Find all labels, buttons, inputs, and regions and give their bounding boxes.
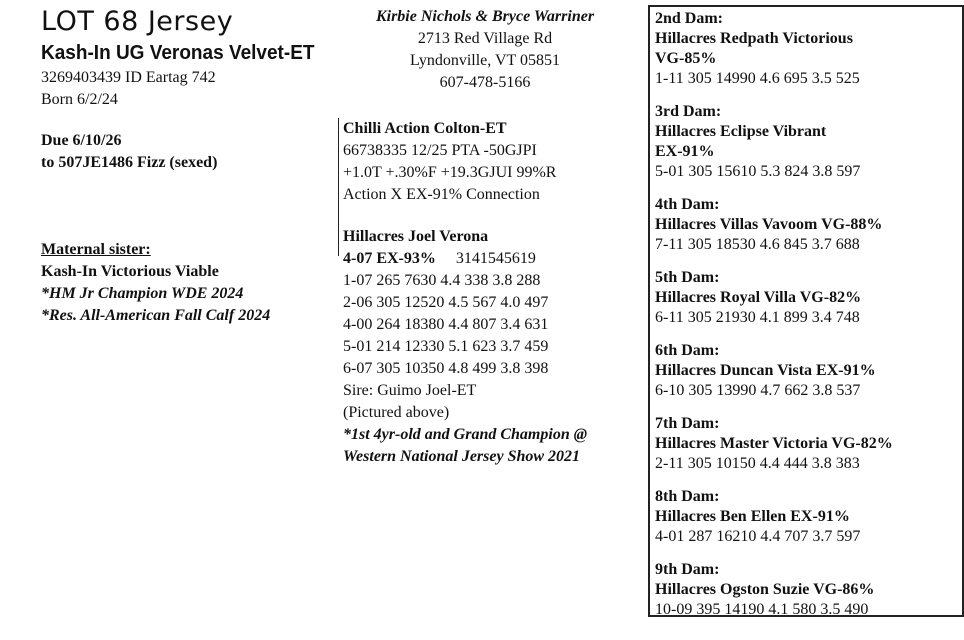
pedigree-label: 6th Dam: <box>655 342 720 359</box>
dam-record: 6-07 305 10350 4.8 499 3.8 398 <box>343 360 549 377</box>
sister-award-1: *HM Jr Champion WDE 2024 <box>41 285 244 302</box>
pedigree-record: 10-09 395 14190 4.1 580 3.5 490 <box>655 601 869 618</box>
pedigree-name: Hillacres Eclipse Vibrant <box>655 123 827 140</box>
pedigree-record: 4-01 287 16210 4.4 707 3.7 597 <box>655 528 861 545</box>
pedigree-name: Hillacres Redpath Victorious <box>655 30 853 47</box>
pedigree-label: 2nd Dam: <box>655 10 724 27</box>
maternal-sister-name: Kash-In Victorious Viable <box>41 263 219 280</box>
animal-ids: 3269403439 ID Eartag 742 <box>41 69 216 86</box>
maternal-sister-heading: Maternal sister: <box>41 241 151 258</box>
pedigree-score: VG-85% <box>655 50 717 67</box>
pedigree-entry <box>655 414 893 474</box>
dam-record: 2-06 305 12520 4.5 567 4.0 497 <box>343 294 549 311</box>
pedigree-name: Hillacres Duncan Vista EX-91% <box>655 362 876 379</box>
pedigree-label: 7th Dam: <box>655 415 720 432</box>
service-sire: to 507JE1486 Fizz (sexed) <box>41 154 218 171</box>
pedigree-label: 3rd Dam: <box>655 103 722 120</box>
dam-class-line <box>343 248 643 270</box>
consignor-city: Lyndonville, VT 05851 <box>409 52 561 69</box>
consignor-contact <box>340 6 630 94</box>
pedigree-label: 4th Dam: <box>655 196 720 213</box>
sire-line-2: +1.0T +.30%F +19.3GJUI 99%R <box>343 164 557 181</box>
due-date: Due 6/10/26 <box>41 132 122 149</box>
pedigree-name: Hillacres Master Victoria VG-82% <box>655 435 893 452</box>
birth-date: Born 6/2/24 <box>41 91 118 108</box>
pedigree-name: Hillacres Ogston Suzie VG-86% <box>655 581 875 598</box>
consignor-names: Kirbie Nichols & Bryce Warriner <box>375 8 595 25</box>
sister-award-2: *Res. All-American Fall Calf 2024 <box>41 307 271 324</box>
sire-line-1: 66738335 12/25 PTA -50GJPI <box>343 142 537 159</box>
pedigree-record: 6-10 305 13990 4.7 662 3.8 537 <box>655 382 861 399</box>
dam-record: 1-07 265 7630 4.4 338 3.8 288 <box>343 272 541 289</box>
pedigree-score: EX-91% <box>655 143 715 160</box>
pedigree-name: Hillacres Villas Vavoom VG-88% <box>655 216 883 233</box>
dam-pictured-note: (Pictured above) <box>343 404 450 421</box>
sire-line-3: Action X EX-91% Connection <box>343 186 540 203</box>
pedigree-name: Hillacres Royal Villa VG-82% <box>655 289 862 306</box>
dam-award-2: Western National Jersey Show 2021 <box>343 448 581 465</box>
consignor-street: 2713 Red Village Rd <box>417 30 553 47</box>
pedigree-label: 9th Dam: <box>655 561 720 578</box>
lot-title: LOT 68 Jersey <box>41 6 234 37</box>
pedigree-entry <box>655 195 882 255</box>
dam-award-1: *1st 4yr-old and Grand Champion @ <box>343 426 588 443</box>
animal-name: Kash-In UG Veronas Velvet-ET <box>41 42 315 64</box>
pedigree-entry <box>655 268 861 328</box>
pedigree-record: 5-01 305 15610 5.3 824 3.8 597 <box>655 163 861 180</box>
dam-name: Hillacres Joel Verona <box>343 228 489 245</box>
dam-sire: Sire: Guimo Joel-ET <box>343 382 477 399</box>
pedigree-name: Hillacres Ben Ellen EX-91% <box>655 508 850 525</box>
pedigree-label: 8th Dam: <box>655 488 720 505</box>
pedigree-entry <box>655 102 860 182</box>
dam-record: 4-00 264 18380 4.4 807 3.4 631 <box>343 316 549 333</box>
consignor-phone: 607-478-5166 <box>439 74 531 91</box>
dam-record: 5-01 214 12330 5.1 623 3.7 459 <box>343 338 549 355</box>
pedigree-entry <box>655 560 874 620</box>
pedigree-record: 2-11 305 10150 4.4 444 3.8 383 <box>655 455 860 472</box>
pedigree-label: 5th Dam: <box>655 269 720 286</box>
dam-block <box>343 226 643 468</box>
dam-classification: 4-07 EX-93% <box>343 250 436 267</box>
dam-registration: 3141545619 <box>455 250 536 267</box>
pedigree-entry <box>655 9 860 89</box>
pedigree-entry <box>655 487 860 547</box>
sire-name: Chilli Action Colton-ET <box>343 120 507 137</box>
pedigree-record: 1-11 305 14990 4.6 695 3.5 525 <box>655 70 860 87</box>
pedigree-record: 7-11 305 18530 4.6 845 3.7 688 <box>655 236 860 253</box>
pedigree-box <box>648 5 964 617</box>
pedigree-record: 6-11 305 21930 4.1 899 3.4 748 <box>655 309 860 326</box>
pedigree-entry <box>655 341 876 401</box>
